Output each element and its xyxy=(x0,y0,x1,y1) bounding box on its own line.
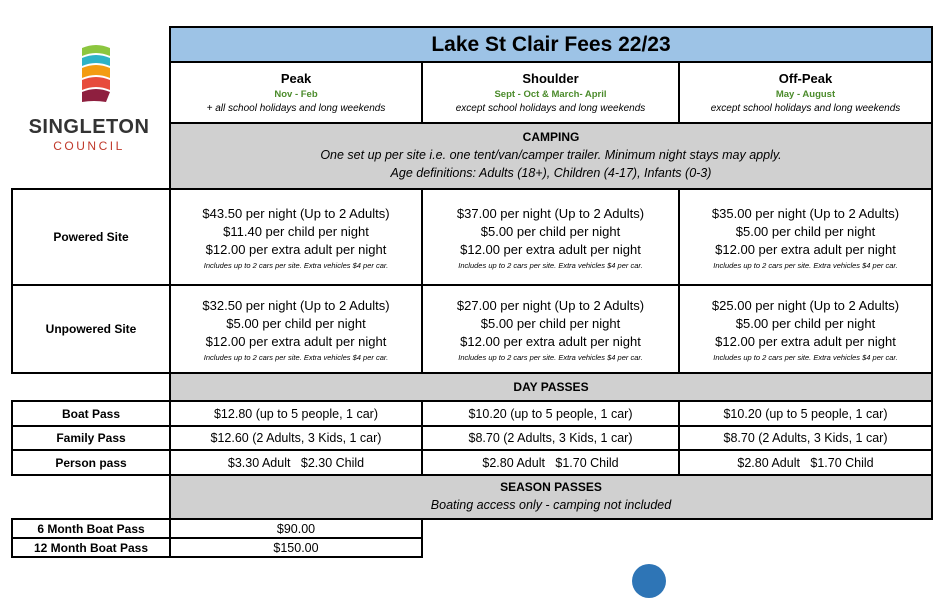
season-months: Sept - Oct & March- April xyxy=(494,89,607,100)
boat-pass-shoulder-cell xyxy=(421,400,680,427)
row-label: Unpowered Site xyxy=(45,322,137,336)
pass-price: $3.30 Adult $2.30 Child xyxy=(227,455,365,470)
camping-section-header xyxy=(169,122,933,190)
pass-price: $12.60 (2 Adults, 3 Kids, 1 car) xyxy=(210,431,382,445)
season-months: May - August xyxy=(775,89,836,100)
council-logo-icon xyxy=(76,42,116,104)
camping-rule: One set up per site i.e. one tent/van/camper trailer. Minimum night stays may apply. xyxy=(320,148,782,162)
season-note: except school holidays and long weekends xyxy=(710,103,901,114)
season-months: Nov - Feb xyxy=(274,89,318,100)
vehicle-note: Includes up to 2 cars per site. Extra vehicles $4 per car. xyxy=(458,352,643,362)
person-pass-off-peak-cell xyxy=(678,449,933,476)
family-pass-shoulder-cell xyxy=(421,425,680,451)
pass-price: $8.70 (2 Adults, 3 Kids, 1 car) xyxy=(468,431,633,445)
vehicle-note: Includes up to 2 cars per site. Extra vehicles $4 per car. xyxy=(713,260,898,270)
person-pass-label-cell xyxy=(11,449,171,476)
powered-peak-cell xyxy=(169,188,423,286)
partial-circle-icon xyxy=(632,564,666,598)
powered-off-peak-cell xyxy=(678,188,933,286)
season-name: Shoulder xyxy=(522,71,579,86)
base-rate: $25.00 per night (Up to 2 Adults) xyxy=(711,297,900,313)
family-pass-label-cell xyxy=(11,425,171,451)
season-header-off-peak xyxy=(678,61,933,124)
extra-adult-rate: $12.00 per extra adult per night xyxy=(715,333,896,349)
pass-price: $2.80 Adult $1.70 Child xyxy=(737,455,874,470)
unpowered-shoulder-cell xyxy=(421,284,680,374)
pass-price: $8.70 (2 Adults, 3 Kids, 1 car) xyxy=(723,431,888,445)
extra-adult-rate: $12.00 per extra adult per night xyxy=(460,333,641,349)
season-note: except school holidays and long weekends xyxy=(455,103,646,114)
vehicle-note: Includes up to 2 cars per site. Extra vehicles $4 per car. xyxy=(458,260,643,270)
row-label: Boat Pass xyxy=(61,406,121,421)
child-rate: $11.40 per child per night xyxy=(223,223,369,239)
season-passes-section-header xyxy=(169,474,933,520)
person-pass-peak-cell xyxy=(169,449,423,476)
logo-name: SINGLETON xyxy=(28,116,150,138)
unpowered-site-label-cell xyxy=(11,284,171,374)
base-rate: $43.50 per night (Up to 2 Adults) xyxy=(202,205,390,221)
pass-price: $150.00 xyxy=(273,540,319,555)
extra-adult-rate: $12.00 per extra adult per night xyxy=(460,241,641,257)
row-label: Family Pass xyxy=(56,431,126,445)
person-pass-shoulder-cell xyxy=(421,449,680,476)
six-month-pass-label-cell xyxy=(11,518,171,539)
extra-adult-rate: $12.00 per extra adult per night xyxy=(715,241,896,257)
boat-pass-off-peak-cell xyxy=(678,400,933,427)
powered-site-label-cell xyxy=(11,188,171,286)
extra-adult-rate: $12.00 per extra adult per night xyxy=(205,333,387,349)
twelve-month-pass-label-cell xyxy=(11,537,171,558)
child-rate: $5.00 per child per night xyxy=(735,315,876,331)
child-rate: $5.00 per child per night xyxy=(226,315,366,331)
family-pass-off-peak-cell xyxy=(678,425,933,451)
powered-shoulder-cell xyxy=(421,188,680,286)
unpowered-peak-cell xyxy=(169,284,423,374)
season-header-shoulder xyxy=(421,61,680,124)
six-month-pass-price-cell xyxy=(169,518,423,539)
page-title: Lake St Clair Fees 22/23 xyxy=(431,32,671,56)
age-definitions: Age definitions: Adults (18+), Children (4-17), Infants (0-3) xyxy=(390,165,712,180)
row-label: 12 Month Boat Pass xyxy=(33,540,149,555)
family-pass-peak-cell xyxy=(169,425,423,451)
pass-price: $2.80 Adult $1.70 Child xyxy=(482,455,619,470)
extra-adult-rate: $12.00 per extra adult per night xyxy=(205,241,387,257)
camping-heading: CAMPING xyxy=(522,130,580,144)
base-rate: $35.00 per night (Up to 2 Adults) xyxy=(711,205,900,221)
day-passes-section-header xyxy=(169,372,933,402)
vehicle-note: Includes up to 2 cars per site. Extra vehicles $4 per car. xyxy=(203,352,389,362)
pass-price: $10.20 (up to 5 people, 1 car) xyxy=(723,406,888,421)
season-passes-heading: SEASON PASSES xyxy=(500,479,602,494)
child-rate: $5.00 per child per night xyxy=(480,315,621,331)
row-label: Person pass xyxy=(55,455,127,470)
boat-pass-label-cell xyxy=(11,400,171,427)
child-rate: $5.00 per child per night xyxy=(735,223,876,239)
logo-subtitle: COUNCIL xyxy=(53,139,125,153)
vehicle-note: Includes up to 2 cars per site. Extra vehicles $4 per car. xyxy=(713,352,898,362)
boat-pass-peak-cell xyxy=(169,400,423,427)
row-label: 6 Month Boat Pass xyxy=(37,521,145,536)
season-name: Off-Peak xyxy=(778,71,833,86)
unpowered-off-peak-cell xyxy=(678,284,933,374)
season-header-peak xyxy=(169,61,423,124)
pass-price: $12.80 (up to 5 people, 1 car) xyxy=(213,406,378,421)
base-rate: $32.50 per night (Up to 2 Adults) xyxy=(202,297,390,313)
singleton-council-logo xyxy=(14,40,164,160)
season-note: + all school holidays and long weekends xyxy=(206,103,386,114)
season-passes-note: Boating access only - camping not included xyxy=(430,497,672,512)
season-name: Peak xyxy=(280,71,312,86)
vehicle-note: Includes up to 2 cars per site. Extra vehicles $4 per car. xyxy=(203,260,389,270)
base-rate: $27.00 per night (Up to 2 Adults) xyxy=(456,297,645,313)
base-rate: $37.00 per night (Up to 2 Adults) xyxy=(456,205,645,221)
twelve-month-pass-price-cell xyxy=(169,537,423,558)
day-passes-heading: DAY PASSES xyxy=(513,380,589,394)
pass-price: $10.20 (up to 5 people, 1 car) xyxy=(468,406,633,421)
fees-title-cell xyxy=(169,26,933,63)
child-rate: $5.00 per child per night xyxy=(480,223,621,239)
camping-note xyxy=(320,147,781,182)
row-label: Powered Site xyxy=(53,230,129,244)
pass-price: $90.00 xyxy=(276,521,316,536)
